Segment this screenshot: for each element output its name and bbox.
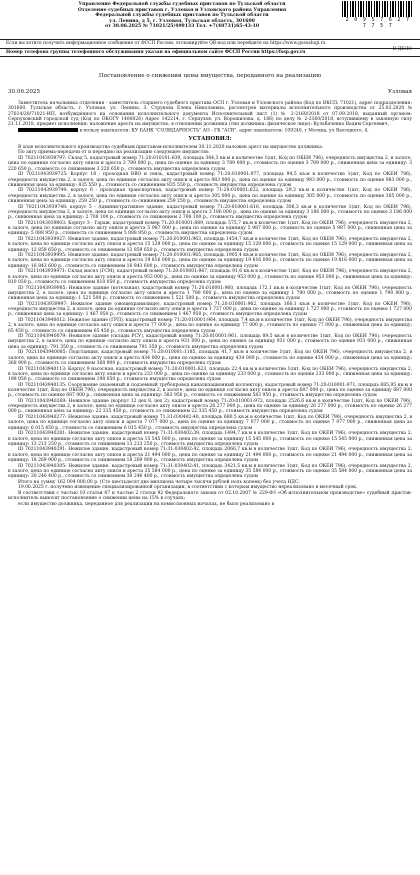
property-item: ID 70211043940277: Нежилое здание, кадастровый номер 71:31:030402:40, площадь 680,5 кв.м в количестве 1(шт, Код по ОКЕИ 796), очередность имущества 2, в залоге, цена по единице согласно акту описи и ареста 7 077 000 р., цена по оценке за единицу 7 077 000 р., стоимость по оценке 7 077 000 р., сниженная цена за единицу: 6 015 450 р., стоимость со снижением 6 015 450 р., стоимость имущества определена судом (8, 415, 412, 431)
agency-line: Федеральной службы судебных приставов по Тульской области (95, 13, 269, 18)
property-item: ID 70211043940305: Нежилое здание, кадастровый номер 71:31:030402:41, площадь 3421,5 кв.м в количестве 1(шт, Код по ОКЕИ 796), очередность имущества 2, в залоге, цена по единице согласно акту описи и ареста 35 584 000 р., цена по оценке за единицу 35 584 000 р., стоимость по оценке 35 584 000 р., сниженная цена за единицу: 30 246 400 р., стоимость со снижением 30 246 400 р., стоимость имущества определена судом (8, 463, 412, 480)
section-heading: УСТАНОВИЛ: (188, 135, 232, 142)
document-body (0, 101, 420, 507)
creditor-text: в пользу взыскателя: КУ БАНК "СОЛИДАРНОСТЬ" АО - ГК "АСВ", адрес взыскателя: 109240, г Москва, ул Высоцкого, 4, (79, 128, 369, 134)
barcode-bars (342, 1, 414, 17)
phone-line-text: Номер телефона группы телефонного обслуживания указан на официальном сайте ФССП России https://fssp.gov.ru (6, 49, 306, 55)
property-item: ID 70211043939803: Корпус 3 - Гараж, кадастровый номер 71:20:010001:889, площадь 575,7 кв.м в количестве 1(шт, Код по ОКЕИ 796), очередность имущества 2, в залоге, цена по единице согласно акту описи и ареста 5 987 000 р., цена по оценке за единицу 5 987 000 р., стоимость по оценке 5 987 000 р., сниженная цена за единицу: 5 088 950 р., стоимость со снижением 5 088 950 р., стоимость имущества определена судом (8, 220, 412, 237)
property-item: ID 70211043940269: Нежилое здание (корпус 12 цех 8, цех 2), кадастровый номер 71:20:010001:972, площадь 2526,6 кв.м в количестве 1(шт, Код по ОКЕИ 796), очередность имущества 2, в залоге, цена по единице согласно акту описи и ареста 26 277 000 р., цена по оценке за единицу 26 277 000 р., стоимость по оценке 26 277 000 р., сниженная цена за единицу: 22 335 450 р., стоимость со снижением 22 335 450 р., стоимость имущества определена судом (8, 398, 412, 415)
property-item: ID 70211043940012: Нежилое здание (ГРП), кадастровый номер 71:20:010001:964, площадь 7,4 кв.м в количестве 1(шт, Код по ОКЕИ 796), очередность имущества 2, в залоге, цена по единице согласно акту описи и ареста 77 000 р., цена по оценке за единицу 77 000 р., стоимость по оценке 77 000 р., сниженная цена за единицу: 65 450 р., стоимость со снижением 65 450 р., стоимость имущества определена судом (8, 317, 412, 334)
property-list (8, 156, 412, 479)
date-line (8, 89, 412, 95)
property-item: ID 70211043939748: корпус 5 - Административное здание, кадастровый номер 71:20:010001:616, площадь 306,3 кв.м в количестве 1(шт, Код по ОКЕИ 796), очередность имущества 2, в залоге, цена по единице согласно акту описи и ареста 3 186 000 р., цена по оценке за единицу 3 186 000 р., стоимость по оценке 3 186 000 р., сниженная цена за единицу: 2 708 100 р., стоимость со снижением 2 708 100 р., стоимость имущества определена судом (8, 204, 412, 221)
property-item: ID 70211043940085: Подстанция, кадастровый номер 71:20:010001:1185, площадь 41,7 кв.м в количестве 1(шт, Код по ОКЕИ 796), очередность имущества 2, в залоге, цена по единице согласно акту описи и ареста 434 000 р., цена по оценке за единицу 434 000 р., стоимость по оценке 434 000 р., сниженная цена за единицу: 368 900 р., стоимость со снижением 368 900 р., стоимость имущества определена судом (8, 350, 412, 366)
phone-line (0, 49, 420, 58)
established-paragraph: В ходе исполнительного производства судебным приставом-исполнителем 30.11.2020 наложен арест на имущество должника. (18, 144, 324, 150)
agency-reference: от 30.06.2025 № 71021/25/499133 Тел. +7(48731)65-43-10 (104, 24, 260, 29)
document-header (0, 0, 420, 40)
property-item: ID 70211043939995: Нежилое здание, кадастровый номер 71:20:010001:965, площадь 1905,4 кв.м в количестве 1(шт, Код по ОКЕИ 796), очередность имущества 2, в залоге, цена по единице согласно акту описи и ареста 19 816 000 р., цена по оценке за единицу 19 816 000 р., стоимость по оценке 19 816 000 р., сниженная цена за единицу: 16 843 600 р., стоимость со снижением 16 843 600 р., стоимость имущества определена судом (8, 253, 412, 269)
document-title: Постановление о снижении цены имущества, переданного на реализацию (98, 73, 322, 79)
property-item: ID 70211043939725: Корпус 18 - проходная ВВО и связь, кадастровый номер 71:20:010001:977, площадь 94,5 кв.м в количестве 1(шт, Код по ОКЕИ 796), очередность имущества 2, в залоге, цена по единице согласно акту описи и ареста 983 000 р., цена по оценке за единицу 983 000 р., стоимость по оценке 983 000 р., сниженная цена за единицу: 835 550 р., стоимость со снижением 835 550 р., стоимость имущества определена судом (8, 172, 412, 188)
law-paragraph: В соответствии с частью 10 статьи 87 и частью 2 статьи 92 Федерального закона от 02.10.2007 № 229-ФЗ «Об исполнительном производстве» судебный пристав-исполнитель выносит постановление о снижении цены на 15% в случаях: (8, 491, 412, 502)
property-item: ID 70211043939797: Склад 5, кадастровый номер 71:20:010101:639, площадь 364,3 кв.м в количестве 1(шт, Код по ОКЕИ 796), очередность имущества 2, в залоге, цена по единице согласно акту описи и ареста 3 789 000 р., цена по оценке за единицу 3 789 000 р., стоимость по оценке 3 789 000 р., сниженная цена за единицу: 3 220 650 р., стоимость со снижением 3 220 650 р., стоимость имущества определена судом (8, 156, 412, 172)
intro-paragraph: Заместитель начальника отделения - заместитель старшего судебного пристава ОСП г. Узловая и Узловского района (Код по ВКСП: 71021), адрес подразделения: 301600, Тульская область, г. Узловая, ул. Ленина, 3, Струкова Елена Николаевна, рассмотрев материалы исполнительного производства от 25.03.2020 № 27614/20/71021-ИП, возбужденного на основании исполнительного документа Исполнительный лист (1) № 2-2160/2018 от 07.09.2018, выданный органом: Серпуховский городской суд (Код по ОКОГУ 1400026) Адрес 142214, г. Серпухов, ул. Ворошилова, д. 186) по делу № 2-2160/2018, вступившему в законную силу 21.11.2018, предмет исполнения: наложение ареста на имущество, в отношении должника (тип должника: физическое лицо): Кульбаченко Вадим Сергеевич, (8, 101, 412, 128)
barcode (342, 1, 414, 31)
document-city: Узловая (387, 89, 412, 95)
property-item: ID 70211043940135: Сооружение (наземный и подземный трубопровод канализационный коллектор), кадастровый номер 71:20:010001:971, площадь 685,95 кв.м в количестве 1(шт, Код по ОКЕИ 796), очередность имущества 2, в залоге, цена по единице согласно акту описи и ареста 687 000 р., цена по оценке за единицу 687 000 р., стоимость по оценке 687 000 р., сниженная цена за единицу: 583 950 р., стоимость со снижением 583 950 р., стоимость имущества определена судом (8, 382, 412, 399)
notice-line: Если вы хотите получить информационное сообщение от ФССП России, отсканируйте QR-код или перейдите на https://www.gosuslugi.ru (0, 40, 420, 49)
redaction-bar (18, 128, 78, 132)
document-date: 30.06.2025 (8, 89, 41, 95)
property-item: ID 70211043939927: Нежилое здание, кадастровый номер 71:20:010001:963, площадь 1454,7 кв.м в количестве 1(шт, Код по ОКЕИ 796), очередность имущества 2, в залоге, цена по единице согласно акту описи и ареста 15 129 000 р., цена по оценке за единицу 15 129 000 р., стоимость по оценке 15 129 000 р., сниженная цена за единицу: 12 859 650 р., стоимость со снижением 12 859 650 р., стоимость имущества определена судом (8, 237, 412, 253)
agency-line: Управление Федеральной службы судебных приставов по Тульской области (78, 2, 286, 7)
property-item: ID 70211043940281: Нежилое здание, кадастровый номер 71:31:030402:39, площадь 1494,7 кв.м в количестве 1(шт, Код по ОКЕИ 796), очередность имущества 2, в залоге, цена по единице согласно акту описи и ареста 15 545 000 р., цена по оценке за единицу 15 545 000 р., стоимость по оценке 15 545 000 р., сниженная цена за единицу: 13 213 250 р., стоимость со снижением 13 213 250 р., стоимость имущества определена судом (8, 431, 412, 447)
property-item: ID 70211043940079: Нежилое здание (склады РСУ), кадастровый номер 71:20:010001:961, площадь 89,5 кв.м в количестве 1(шт, Код по ОКЕИ 796), очередность имущества 2, в залоге, цена по единице согласно акту описи и ареста 931 000 р., цена по оценке за единицу 931 000 р., стоимость по оценке 931 000 р., сниженная цена за единицу: 791 350 р., стоимость со снижением 791 350 р., стоимость имущества определена судом (8, 334, 412, 350)
property-item: ID 70211043939985: Нежилое здание (котельная), кадастровый номер 71:20:010001:960, площадь 172,1 кв.м в количестве 1(шт, Код по ОКЕИ 796), очередность имущества 2, в залоге, цена по единице согласно акту описи и ареста 1 790 000 р., цена по оценке за единицу 1 790 000 р., стоимость по оценке 1 790 000 р., сниженная цена за единицу: 1 521 500 р., стоимость со снижением 1 521 500 р., стоимость имущества определена судом (8, 285, 412, 302)
property-item: ID 70211043939749: корпус 6 - проходная транспортная, кадастровый номер 71:20:010001:622, площадь 29,3 кв.м в количестве 1(шт, Код по ОКЕИ 796), очередность имущества 2, в залоге, цена по единице согласно акту описи и ареста 305 000 р., цена по оценке за единицу 305 000 р., стоимость по оценке 305 000 р., сниженная цена за единицу: 259 250 р., стоимость со снижением 259 250 р., стоимость имущества определена судом (8, 188, 412, 205)
barcode-number: 2 0 9 5 7 6 2 7 7 7 5 7 (345, 17, 411, 29)
total-paragraph: Итого на сумму 162 004 000,00 р. (Сто шестьдесят два миллиона четыре тысячи рублей ноль копеек) без учета НДС. (18, 479, 300, 485)
property-item: ID 70211043940113: Корпус 9 насосная, кадастровый номер 71:20:010001:623, площадь 22,4 кв.м в количестве 1(шт, Код по ОКЕИ 796), очередность имущества 2, в залоге, цена по единице согласно акту описи и ареста 233 000 р., цена по оценке за единицу 233 000 р., стоимость по оценке 233 000 р., сниженная цена за единицу: 198 050 р., стоимость со снижением 198 050 р., стоимость имущества определена судом (8, 366, 412, 383)
property-item: ID 70211043940291: Нежилое здание, кадастровый номер 71:31:030402:42, площадь 2066,7 кв.м в количестве 1(шт, Код по ОКЕИ 796), очередность имущества 2, в залоге, цена по единице согласно акту описи и ареста 21 494 000 р., цена по оценке за единицу 21 494 000 р., стоимость по оценке 21 494 000 р., сниженная цена за единицу: 18 269 900 р., стоимость со снижением 18 269 900 р., стоимость имущества определена судом (8, 447, 412, 464)
property-item: ID 70211043939971: Склад масел (ГСМ), кадастровый номер 71:20:010001:967, площадь 91,6 кв.м в количестве 1(шт, Код по ОКЕИ 796), очередность имущества 2, в залоге, цена по единице согласно акту описи и ареста 953 000 р., цена по оценке за единицу 953 000 р., стоимость по оценке 953 000 р., сниженная цена за единицу: 810 050 р., стоимость со снижением 810 050 р., стоимость имущества определена судом (8, 269, 412, 285)
established-paragraph: По акту приема-передачи от и передано на реализацию следующее имущество. (18, 150, 210, 156)
file-mark: В ДЕЛО (392, 47, 412, 52)
property-item: ID 70211043939997: Нежилое здание (овощехранилище), кадастровый номер 71:20:010001:962, площадь 166,1 кв.м в количестве 1(шт, Код по ОКЕИ 796), очередность имущества 2, в залоге, цена по единице согласно акту описи и ареста 1 727 000 р., цена по оценке за единицу 1 727 000 р., стоимость по оценке 1 727 000 р., сниженная цена за единицу: 1 467 950 р., стоимость со снижением 1 467 950 р., стоимость имущества определена судом (8, 301, 412, 318)
creditor-paragraph (8, 128, 412, 134)
condition-paragraph: если имущество должника, переданное для реализации на комиссионных началах, не было реализовано в (18, 501, 275, 507)
agency-line: Отделение судебных приставов г. Узловая и Узловского района Управления (77, 7, 287, 13)
notice-paragraph: 19.06.2025 г. получено извещение специализированной организации, в соответствии с которым имущество нереализовано в месячный срок. (18, 485, 358, 491)
agency-address: ул. Ленина, д 5, г. Узловая, Тульская область, 301600 (109, 18, 255, 24)
